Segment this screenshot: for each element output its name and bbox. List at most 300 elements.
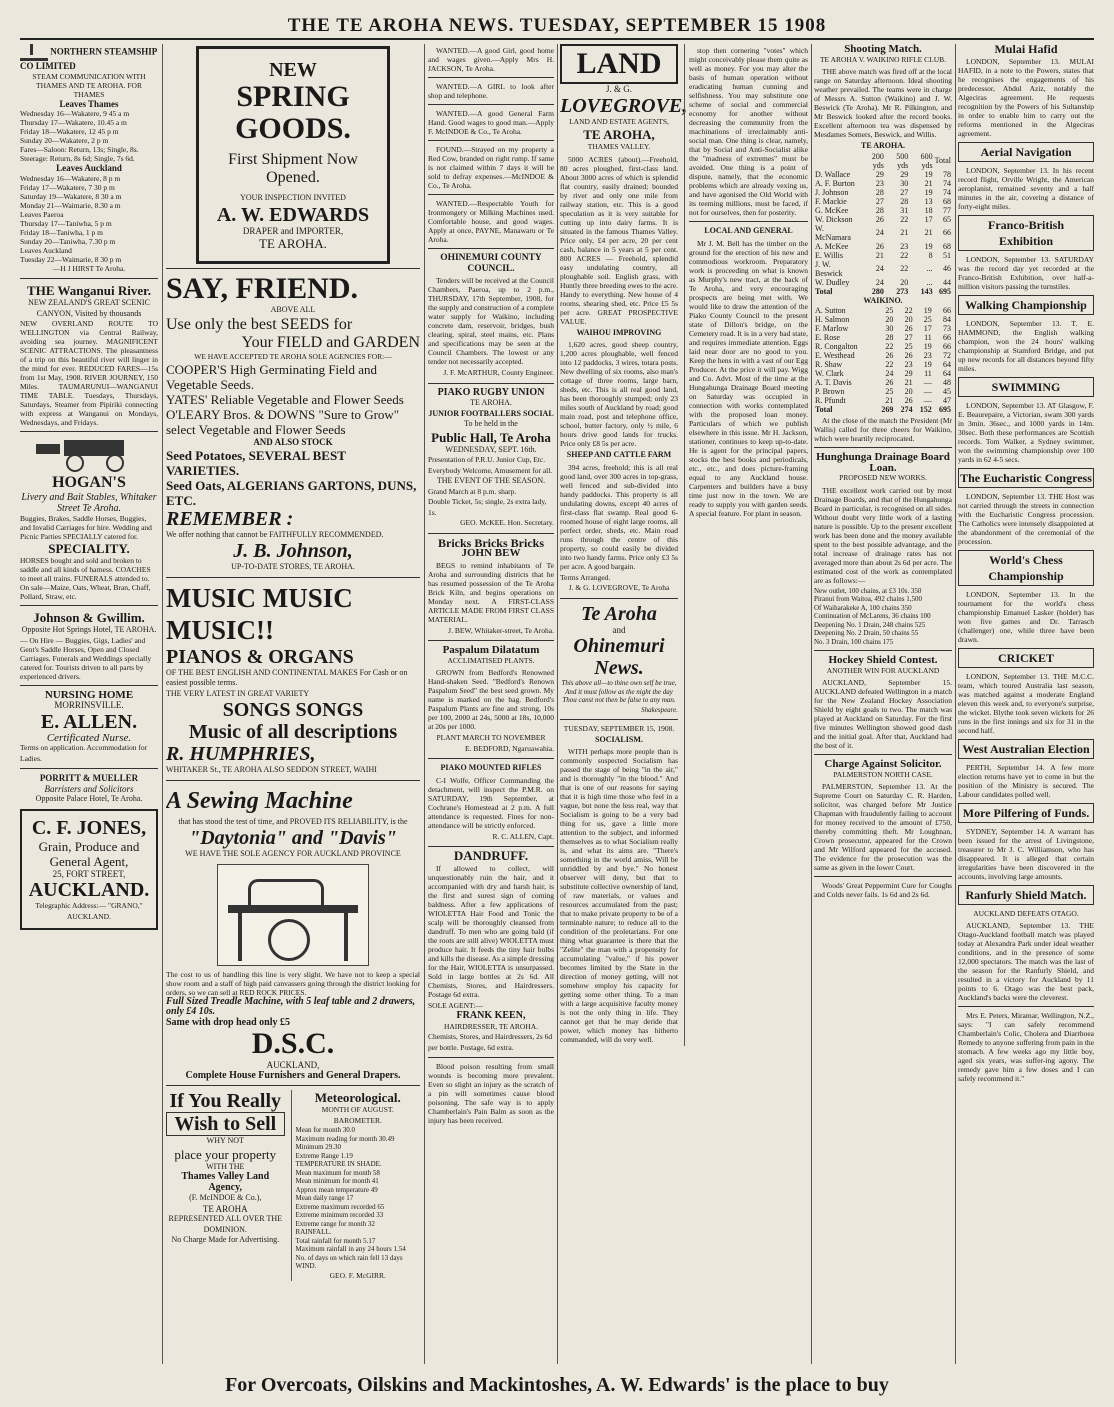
score-cell: 23 [904,360,913,369]
divider [428,383,554,384]
score-cell: 64 [943,369,951,378]
jones-address: 25, FORT STREET, [52,868,126,879]
divider [20,768,158,769]
divider [20,278,158,279]
score-row [814,387,952,396]
nursing-home-advert [20,690,158,765]
lovegrove-trade: LAND AND ESTATE AGENTS, [569,116,669,126]
score-cell: 26 [904,396,913,405]
divider [814,876,952,877]
jones-name: C. F. JONES, [31,816,147,839]
johnson-stores: UP-TO-DATE STORES, TE AROHA. [231,562,355,571]
score-row [814,179,952,188]
divider [560,598,678,599]
divider [689,221,808,222]
score-cell: 17 [924,214,933,224]
score-cell: 74 [943,178,951,188]
score-table-te-aroha [814,152,952,296]
wanted-shop-girl: WANTED.—A GIRL to look after shop and telephone. [428,82,554,100]
hockey-title: Hockey Shield Contest. [828,654,938,666]
shooter-name: W. McNamara [815,223,851,242]
divider [814,447,952,448]
latest-variety: THE VERY LATEST IN GREAT VARIETY [166,688,310,698]
score-cell: 18 [924,205,933,215]
score-row [814,278,952,287]
steamship-agent: —H J HIRST Te Aroha. [52,263,126,273]
sole-agency: WE HAVE THE SOLE AGENCY FOR AUCKLAND PROVINCE [185,849,401,858]
rifles-body: C-I Wolfe, Officer Commanding the detachment, will inspect the P.M.R. on SATURDAY, 19th September, at Cochrane's Homestead at 2 p.m. A full attendance is requested. Fines for non-attendance will be strictly enforced. [428,775,554,830]
nursing-home-title: NURSING HOME [44,688,134,701]
score-cell: 19 [923,342,932,351]
total-cell: 274 [900,405,913,414]
sheep-body: 394 acres, freehold; this is all real good land, over 300 acres in top-grass, well fenced and sub-divided into handy paddocks. This property is all undulating downs, except 40 acres of first-class flat swamp. Real good 6-roomed house of eight large rooms, all perfect order, sheds, etc. Main road runs through the centre of this property, so could easily be divided into two handy farms. Price only £3 5s per acre. A good bargain. [560,462,678,571]
johnson-signature: J. B. Johnson, [233,540,353,562]
rifles-sign: R. C. ALLEN, Capt. [492,831,554,841]
lovegrove-name: LOVEGROVE, [560,94,688,117]
hogans-subtitle: Livery and Bait Stables, Whitaker Street Te Aroha. [21,492,157,514]
score-cell: 24 [885,369,894,378]
score-cell: 68 [943,241,951,251]
score-row [814,324,952,333]
speciality-body: HORSES bought and sold and broken to saddle and all kinds of harness. COACHES to meet all trains. FUNERALS attended to. On sale—Maize, Oats, Wheat, Bran, Chaff, Pollard, Straw, etc. [20,556,151,601]
lovegrove-initials: J. & G. [605,84,632,94]
thames-valley-agency: Thames Valley Land Agency, [181,1171,270,1193]
score-cell: 24 [875,277,884,287]
score-cell: 22 [900,214,909,224]
charge-title: Charge Against Solicitor. [824,758,942,770]
score-cell: 25 [885,306,894,315]
score-row [814,315,952,324]
ranfurly-body: AUCKLAND, September 13. THE Otago-Auckland football match was played today at Alexandra Park under ideal weather conditions, and in the presence of some 12,000 spectators. The match was the last of the season for the Ranfurly Shield, and resulted in a victory for Auckland by 11 points to 6. Otago was the best pack, Auckland's backs were the cleverest. [958,921,1094,1002]
shooter-name: D. Wallace [815,169,851,179]
yds-200: 200 yds [871,151,884,170]
hall-date: WEDNESDAY, SEPT. 16th. [445,444,537,454]
score-row [814,360,952,369]
masthead-title: THE TE AROHA NEWS. TUESDAY, SEPTEMBER 15 1908 [287,15,827,36]
score-row [814,215,952,224]
meteo-month: MONTH OF AUGUST. [321,1105,394,1114]
score-cell: 20 [900,277,909,287]
rugby-title: PIAKO RUGBY UNION [437,386,545,398]
score-cell: 23 [875,178,884,188]
divider [428,104,554,105]
score-cell: 27 [900,187,909,197]
drophead-offer: Same with drop head only £5 [166,1016,291,1028]
score-cell: 66 [943,306,951,315]
pianos-desc: OF THE BEST ENGLISH AND CONTINENTAL MAKES For Cash or on easiest possible terms. [166,667,408,687]
shooting-sub: TE AROHA V. WAIKINO RIFLE CLUB. [819,54,947,64]
score-row [814,396,952,405]
score-cell: 29 [875,169,884,179]
wanganui-title: THE Wanganui River. [27,283,151,298]
wanganui-advert [20,283,158,427]
divider [166,577,420,578]
spring-inspection: YOUR INSPECTION INVITED [240,193,346,202]
bedford-sign: E. BEDFORD, Ngaruawahia. [465,743,554,753]
seeds-oats: Seed Oats, ALGERIANS GARTONS, DUNS, ETC. [166,477,417,508]
score-cell: 74 [943,187,951,197]
hockey-body: AUCKLAND, September 15. AUCKLAND defeated Wellington in a match for the New Zealand Hockey Association Shield by eight goals to two. The match was played at Auckland on Saturday. For the first five minutes Wellington showed good dash and the initial goal. After that, Auckland had the best of it. [814,678,952,750]
seeds-yates: YATES' Reliable Vegetable and Flower Seeds [166,392,404,407]
score-cell: — [923,396,932,405]
score-cell: 19 [923,306,932,315]
sewing-title: A Sewing Machine [166,787,353,814]
wanganui-subtitle: NEW ZEALAND'S GREAT SCENIC CANYON, Visited by thousands [28,298,150,318]
lovegrove-sign: J. & G. LOVEGROVE, Te Aroha [568,583,670,592]
mulai-title: Mulai Hafid [994,44,1058,56]
jones-telegraph: Telegraphic Address:— "GRANO," AUCKLAND. [35,901,143,921]
shooter-name: R. Pfundt [815,396,846,405]
franco-body: LONDON, September 13. SATURDAY was the record day yet recorded at the Franco-British Exhibition, over half-a-million visitors passing the turnstiles. [958,254,1094,291]
spring-te-aroha: TE AROHA. [259,236,327,251]
hogans-title: HOGAN'S [52,474,126,491]
shooting-close: At the close of the match the President (Mr Wallis) called for three cheers for Waikino, which were heartily reciprocated. [814,416,952,443]
column-3 [428,44,554,1364]
shooter-name: A. F. Burton [815,178,855,188]
daytonia-davis: "Daytonia" and "Davis" [189,827,397,849]
pilfering-body: SYDNEY, September 14. A warrant has been issued for the arrest of Livingstone, treasurer to Mr J. C. Williamson, who has disappeared. It is alleged that certain irregularities have been discovered in the accounts, involving large amounts. [958,826,1094,881]
dsc-name: D.S.C. [251,1027,335,1060]
paspalum-body: GROWN from Bedford's Renowned Hand-shaken Seed. "Bedford's Renown Paspalum Seed" the best seed grown. My name is marked on the bag. Bedford's Paspalum Plants are fine and strong, 10s per 100, 2000 at 24s, 5000 at 18s, 10,000 at 20s per 1000. [428,668,554,731]
cricket-title: CRICKET [958,648,1094,668]
woods-advert: Woods' Great Peppermint Cure for Coughs and Colds never fails. 1s 6d and 2s 6d. [814,881,952,899]
seeds-potatoes: Seed Potatoes, SEVERAL BEST VARIETIES. [166,447,346,478]
yds-600: 600 yds [920,151,933,170]
paper-motto-attr: Shakespeare. [641,705,678,714]
score-cell: 28 [875,187,884,197]
meteo-sign: GEO. F. McGIRR. [329,1270,386,1280]
divider [428,194,554,195]
chess-title: World's Chess Championship [958,550,1094,586]
land-body: 5000 ACRES (about).—Freehold, 80 acres ploughed, first-class land. About 3000 acres of which is splendid flat country, easily drained; bounded by river and only one mile from railway station, etc. This is a good speculation as it is very suitable for cutting up into dairy farms. It is situated in the famous Thames Valley. Price only, £4 per acre, 20 per cent cash, balance in 5 years at 5 per cent. 800 ACRES — Freehold, splendid easy undulating country, all ploughable soil. English grass, with Huntly three breeding ewes to the acre. Handy to everything. New house of 4 rooms, shearing shed, etc. Price £5 5s per acre. GREAT PROSPECTIVE VALUE. [560,154,678,326]
team-te-aroha: TE AROHA. [860,141,905,150]
shooter-name: J. W. Beswick [815,259,843,278]
score-cell: 47 [943,396,951,405]
pilfering-title: More Pilfering of Funds. [958,803,1094,823]
shooter-name: J. Johnson [815,187,849,197]
score-cell: 22 [900,264,909,273]
score-cell: 11 [924,369,932,378]
grand-march: Grand March at 8 p.m. sharp. [428,486,517,496]
socialism-body: WITH perhaps more people than is commonly suspected Socialism has passed the stage of being "in the air," and is thoroughly "in the blood." And that is one of our reasons for saying that it is high time those who feel in a vague, but none the less real, way that Socialism is going to be a very bad thing for us, gave a little more attention to the subject, and informed themselves as to what Socialism really is, and what its aims are. "There's something in the world amiss, Will be unriddled by and bye." No honest observer will deny, but that to substitute collective ownership of land, of raw materials, or values and resources accumulated from the past; that to make private property to be of a terminable nature; to reduce all to the condition of the proletarians. For one thing what guarantee is there that the "Zelite" the man with a propensity for accumulating "value," if his power becomes limited by the State in the direction of money getting, will not somehow employ his capacity for getting some other thing. To a man with a large acquisitive faculty money is not the only thing in life. They cannot get that he may deride that power, which money has hitherto commanded, will do very well. [560,747,678,1044]
shooter-name: G. McKee [815,205,849,215]
sewing-machine-illustration-icon [217,864,369,966]
public-hall: Public Hall, Te Aroha [431,429,551,445]
land-box [560,44,678,84]
spring-goods-advert [196,46,390,264]
score-row [814,224,952,242]
frank-keen: FRANK KEEN, [456,1010,526,1021]
johnson-gwillim-address: Opposite Hot Springs Hotel, TE AROHA. [21,625,157,634]
divider [814,650,952,651]
divider [20,685,158,686]
coach-illustration-icon [34,436,144,470]
score-cell: 11 [924,333,932,342]
land-title: LAND [576,47,662,80]
col4-left [560,44,688,1046]
sole-agent: SOLE AGENT:— [428,1000,483,1010]
divider [958,1006,1094,1007]
score-cell: 20 [904,315,913,324]
wish-to-sell: Wish to Sell [166,1112,285,1136]
allen-subtitle: Certificated Nurse. [46,731,132,744]
score-cell: 22 [885,360,894,369]
total-cell: 269 [881,405,894,414]
bew-sign: J. BEW, Whitaker-street, Te Aroha. [448,625,554,635]
divider [814,754,952,755]
event-of-season: THE EVENT OF THE SEASON. [436,476,546,485]
with-the: WITH THE [206,1161,245,1171]
spring-draper: DRAPER and IMPORTER, [242,225,344,236]
score-cell: ... [926,264,933,273]
ohinemuri-title: OHINEMURI COUNTY COUNCIL. [440,253,542,274]
column-5 [814,44,952,1364]
paspalum-title: Paspalum Dilatatum [442,644,540,656]
score-cell: 8 [928,250,933,260]
score-cell: 22 [904,306,913,315]
mcarthur-sign: J. F. McARTHUR, County Engineer. [443,368,554,377]
masthead [20,14,1094,40]
wish-to-sell-advert [166,1090,285,1281]
steamship-title: NORTHERN STEAMSHIP CO LIMITED [20,46,157,71]
shooting-title: Shooting Match. [844,44,922,55]
spring-title: SPRING [236,80,350,113]
footer-text: For Overcoats, Oilskins and Mackintoshes, A. W. Edwards' is the place to buy [225,1374,889,1396]
if-you-really: If You Really [169,1090,281,1112]
score-cell: 22 [885,342,894,351]
shooter-name: E. Westhead [815,351,855,360]
seeds-oleary: O'LEARY Bros. & DOWNS "Sure to Grow" select Vegetable and Flower Seeds [166,407,400,437]
score-cell: 27 [904,333,913,342]
westaus-title: West Australian Election [958,739,1094,759]
bricks-title: Bricks Bricks Bricks [437,535,544,550]
total-cell: 143 [920,286,933,296]
leader-date: TUESDAY, SEPTEMBER 15, 1908. [563,724,675,733]
john-bew: JOHN BEW [461,547,521,559]
keen-trade: HAIRDRESSER, TE AROHA. [443,1021,539,1031]
score-cell: 21 [924,178,933,188]
porritt-title: PORRITT & MUELLER [39,773,139,783]
score-row [814,333,952,342]
footer-advert [0,1374,1114,1397]
score-cell: 24 [875,228,884,237]
thames-timetable: Wednesday 16—Wakatere, 9 45 a m Thursday 17—Wakatere, 10.45 a m Friday 18—Wakatere, 12 45 p m Sunday 20—Wakatere, 2 p m Fares—Saloon: Return, 13s; Single, 8s. Steerage: Return, 8s 6d; Single, 7s 6d. [20,109,139,163]
score-cell: 30 [885,324,894,333]
seeds-line-1: Use only the best SEEDS for [166,315,353,333]
score-row [814,378,952,387]
divider [428,846,554,847]
why-not: WHY NOT [206,1136,244,1145]
johnson-gwillim-title: Johnson & Gwillim. [33,610,145,625]
column-4 [560,44,808,1364]
score-row [814,260,952,278]
hunga-body: THE excellent work carried out by most Drainage Boards, and that of the Hungahunga Board in particular, is recognised on all sides. Without doubt very little work of a lasting nature is possible. Up to the present excellent work has been done and the money available spent to the best possible advantage, and the total increase of drainage rates has not averaged more than about 2s 6d per acre. The estimated cost of the work as contemplated are as follows:— [814,485,952,585]
shooter-name: E. Rose [815,333,840,342]
hunga-title: Hunghunga Drainage Board Loan. [816,451,950,474]
score-cell: 20 [885,315,894,324]
score-cell: 66 [943,342,951,351]
column-2 [166,44,420,1364]
score-cell: 21 [924,228,933,237]
shooting-body: THE above match was fired off at the local range on Saturday afternoon. Ideal shooting weather prevailed. The teams were in charge of Messrs A. Sutton (Waikino) and J. W. Beswick (Te Aroha). Mr R. Pilkington, and Mr Beswick looked after the record books. Excellent afternoon tea was dispensed by Mesdames Somers, Beswick, and Willis. [814,67,952,139]
bottom-row [166,1090,420,1281]
spring-new: NEW [269,59,317,81]
divider [428,758,554,759]
score-total-row [814,287,952,296]
divider [428,248,554,249]
ohinemuri-body: Tenders will be received at the Council Chambers, Paeroa, up to 2 p.m., THURSDAY, 17th September, 1908, for the supply and construction of a complete water supply for Waikino, including concrete dam, reservoir, bridges, bush clearing, spiral, steel mains, etc. Plans and specifications may be seen at the Council Chambers. The lowest or any tender not necessarily accepted. [428,276,554,366]
bew-body: BEGS to remind inhabitants of Te Aroha and surrounding districts that he has resumed possession of the Te Aroha Brick Kiln, and begins operations on Monday next. A FIRST-CLASS ARTICLE MADE FROM FIRST CLASS MATERIAL. [428,560,554,624]
total-cell: 280 [871,286,884,296]
found-cow: FOUND.—Strayed on my property a Red Cow, branded on right rump. If same is not claimed within 7 days it will be sold to defray expenses.—McINDOE & Co., Te Aroha. [428,145,554,190]
charge-sub: PALMERSTON NORTH CASE. [833,769,933,779]
yds-500: 500 yds [896,151,909,170]
walking-title: Walking Championship [958,295,1094,315]
score-cell: 64 [943,360,951,369]
divider [166,268,420,269]
score-cell: 27 [875,196,884,206]
total-label: Total [815,286,833,296]
column-rule [955,44,956,1364]
score-cell: 44 [943,277,951,287]
score-row [814,197,952,206]
seeds-agencies: WE HAVE ACCEPTED TE AROHA SOLE AGENCIES FOR:— [194,351,392,361]
auckland-timetable: Wednesday 16—Wakatere, 8 p m Friday 17—Wakatere, 7 30 p m Saturday 19—Wakatere, 8 30 a m Monday 21—Waimarie, 8.30 a m Leaves Paeroa Thursday 17—Taniwha, 5 p m Friday 18—Taniwha, 1 p m Sunday 20—Taniwha, 7.30 p m Leaves Auckland Tuesday 22—Waimarie, 8 30 p m [20,173,122,264]
treadle-offer: Full Sized Treadle Machine, with 5 leaf table and 2 drawers, only £4 10s. [166,995,416,1017]
steamship-advert [20,44,158,274]
score-cell: 66 [943,228,951,237]
score-cell: 46 [943,264,951,273]
score-cell: 26 [875,214,884,224]
porritt-subtitle: Barristers and Solicitors [44,783,134,794]
score-cell: 28 [885,333,894,342]
score-cell: 28 [875,205,884,215]
wanted-farm-hand: WANTED.—A good General Farm Hand. Good wages to good man.—Apply F. McINDOE & Co., Te Aroha. [428,109,554,136]
rugby-held: To be held in the [464,419,518,428]
shooter-name: H. Salmon [815,315,850,324]
score-cell: 25 [885,387,894,396]
paper-title-1: Te Aroha [581,602,657,625]
cricket-body: LONDON, September 13. THE M.C.C. team, which toured Australia last season, was matched against a moderate England eleven this week and, to everyone's surprise, the wicket. Blythe took seven wickets for 26 runs in the first innings and six for 31 in the second half. [958,671,1094,735]
above-all: ABOVE ALL [270,305,316,314]
score-cell: 48 [943,378,951,387]
divider [166,1085,420,1086]
score-cell: 21 [904,378,913,387]
score-cell: 23 [923,351,932,360]
col4-right [684,44,808,1046]
column-rule [162,44,163,1364]
score-row [814,206,952,215]
swimming-body: LONDON, September 13. AT Glasgow, F. E. Beaurepaire, a Victorian, swam 300 yards in 3min. 36sec., and 1000 yards in 14m. 30sec. Both these performances are Scottish records. Tom Walker, a Sydney swimmer, won the swimming championship over 100 yards in 62 4-5 secs. [958,400,1094,464]
score-row [814,342,952,351]
shooter-name: A. McKee [815,241,849,251]
meteo-title: Meteorological. [314,1090,401,1105]
porritt-advert [20,773,158,805]
everybody-welcome: Everybody Welcome, Amusement for all. [428,465,553,475]
score-cell: 31 [900,205,909,215]
shooter-name: P. Brown [815,387,845,396]
sewing-subtitle: that has stood the test of time, and PROVED ITS RELIABILITY, is the [178,816,408,826]
improving-head: WAIHOU IMPROVING [576,327,662,337]
score-cell: 77 [943,205,951,215]
score-cell: 13 [924,196,933,206]
spring-goods: GOODS. [235,112,351,145]
score-cell: 23 [900,241,909,251]
shooter-name: A. T. Davis [815,378,852,387]
allen-name: E. ALLEN. [40,710,138,733]
humphries-name: R. HUMPHRIES, [166,743,316,765]
socialism-title: SOCIALISM. [595,734,643,744]
score-cell: 78 [943,169,951,179]
score-cell: 19 [924,187,933,197]
score-row [814,170,952,179]
hunga-works: New outlet, 100 chains, at £3 10s. 350 Piranui from Waitoa, 492 chains 1,500 Of Waiharakeke A, 100 chains 350 Continuation of McLarens, 36 chains 100 Deepening No. 1 Drain, 248 chains 525 Deepening No. 2 Drain, 50 chains 55 No. 3 Drain, 100 chains 175 [814,586,931,646]
meteo-barometer: BAROMETER. [333,1115,382,1125]
lovegrove-region: THAMES VALLEY. [587,142,651,151]
score-cell: 68 [943,196,951,206]
eucharistic-body: LONDON, September 13. THE Host was not carried through the streets in connection with the Eucharistic Congress procession. The Catholics were intensely disappointed at the abandonment of the ceremonial of the procession. [958,491,1094,546]
blood-poison: Blood poison resulting from small wounds is becoming more prevalent. Even so slight an injury as the scratch of a pin will sometimes cause blood poisoning. The safe way is to apply Chamberlain's Pain Balm as soon as the injury has been received. [428,1062,554,1125]
hogans-advert [20,436,158,601]
score-cell: 24 [875,264,884,273]
total-cell: 273 [896,286,909,296]
score-cell: 17 [923,324,932,333]
divider [166,780,420,781]
score-cell: 84 [943,315,951,324]
sewing-body: The cost to us of handling this line is very slight. We have not to keep a special show room and a staff of high paid canvassers going through the district looking for orders, so we can sell at RED ROCK PRICES. [166,969,420,997]
column-rule [557,44,558,1364]
plant-season: PLANT MARCH TO NOVEMBER [436,733,546,742]
score-cell: 30 [900,178,909,188]
steamship-subtitle: STEAM COMMUNICATION WITH THAMES AND TE AROHA. FOR THAMES [32,71,146,99]
score-cell: 26 [885,378,894,387]
shooter-name: R. Shaw [815,360,843,369]
score-row [814,188,952,197]
score-cell: 21 [900,228,909,237]
leaves-auckland-head: Leaves Auckland [56,163,122,173]
keen-body: Chemists, Stores, and Hairdressers, 2s 6d per bottle. Postage, 6d extra. [428,1032,553,1052]
hall-body: Presentation of P.R.U. Junior Cup, Etc. [428,455,546,464]
leaves-thames-head: Leaves Thames [59,98,119,109]
score-row [814,242,952,251]
total-label: Total [815,405,833,414]
score-cell: 45 [943,387,951,396]
dandruff-title: DANDRUFF. [453,848,529,863]
shooter-name: W. Clark [815,369,844,378]
column-6 [958,44,1094,1364]
shooter-name: A. Sutton [815,306,846,315]
score-cell: 72 [943,351,951,360]
eucharistic-title: The Eucharistic Congress [958,468,1094,488]
score-total-row [814,405,952,414]
score-table-waikino [814,306,952,414]
score-cell: 29 [904,369,913,378]
music-title: MUSIC MUSIC MUSIC!! [166,582,353,645]
divider [20,605,158,606]
score-cell: — [923,387,932,396]
paper-title-3: Ohinemuri News. [573,635,665,679]
score-cell: — [923,378,932,387]
total-cell: 152 [919,405,932,414]
dandruff-body: If allowed to collect, will unquestionably ruin the hair, and it accompanied with dry and harsh hair, is the first and surest sign of coming baldness. After a few applications of WIOLETTA Hair Food and Tonic the scalp will be thoroughly cleansed from dandruff. To men who are going bald (if the roots are still alive) WIOLETTA must produce hair. It feeds the tiny hair bulbs and kills the disease. As a simple dressing for the Hair, WIOLETTA is unsurpassed. Sold in large bottles at 2s 6d. All Chemists, Stores, and Hairdressers. Postage 6d extra. [428,863,554,999]
music-advert [166,582,420,776]
shooter-name: W. Dickson [815,214,853,224]
score-cell: 19 [924,241,933,251]
remember-body: We offer nothing that cannot be FAITHFULLY RECOMMENDED. [166,529,384,539]
wish-te-aroha: TE AROHA [202,1203,248,1214]
score-cell: 19 [924,169,933,179]
score-cell: 21 [885,396,894,405]
